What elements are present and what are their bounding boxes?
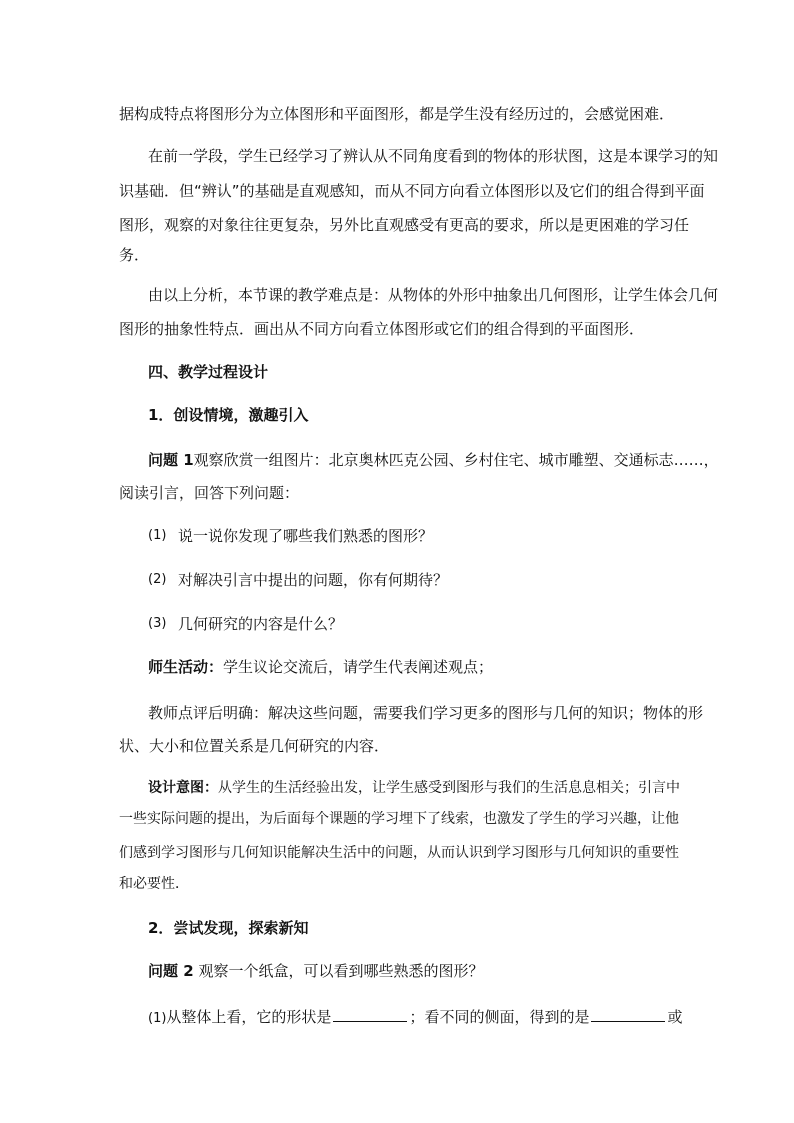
question1-line1 (148, 450, 719, 470)
para3-line1: 由以上分析，本节课的教学难点是：从物体的外形中抽象出几何图形，让学生体会几何 (148, 286, 719, 304)
para2-line3: 图形，观察的对象往往更复杂，另外比直观感受有更高的要求，所以是更困难的学习任 (119, 216, 690, 234)
para3-line2: 图形的抽象性特点．画出从不同方向看立体图形或它们的组合得到的平面图形． (119, 320, 645, 338)
activity-label: 师生活动： (148, 658, 224, 676)
activity-text: 学生议论交流后，请学生代表阐述观点； (223, 658, 494, 676)
answer-blank-1[interactable] (333, 1007, 407, 1022)
question1-line2: 阅读引言，回答下列问题： (119, 484, 300, 502)
design-intent-line1 (148, 778, 680, 798)
item-last-text2: ；看不同的侧面，得到的是 (409, 1008, 590, 1026)
para1-line1: 据构成特点将图形分为立体图形和平面图形，都是学生没有经历过的，会感觉困难． (119, 105, 675, 123)
item1-text: 说一说你发现了哪些我们熟悉的图形？ (178, 527, 434, 545)
para2-line1: 在前一学段，学生已经学习了辨认从不同角度看到的物体的形状图，这是本课学习的知 (148, 147, 719, 165)
section4-heading: 四、教学过程设计 (148, 363, 269, 381)
question1-label: 问题 1 (148, 451, 194, 469)
design-intent-line4: 和必要性． (119, 876, 189, 892)
question2-text: 观察一个纸盒，可以看到哪些熟悉的图形？ (198, 962, 484, 980)
item1-num: (1) (148, 528, 167, 543)
para2-line4: 务． (119, 246, 150, 264)
design-intent-label: 设计意图： (148, 780, 218, 796)
activity-line (148, 657, 493, 677)
item-last-text1: 从整体上看，它的形状是 (166, 1008, 332, 1026)
item-last-num: (1) (148, 1011, 167, 1026)
question2-line (148, 961, 483, 981)
subsection2-heading: 2．尝试发现，探索新知 (148, 919, 309, 937)
design-intent-line2: 一些实际问题的提出，为后面每个课题的学习埋下了线索，也激发了学生的学习兴趣，让他 (119, 811, 679, 827)
design-intent-text1: 从学生的生活经验出发，让学生感受到图形与我们的生活息息相关；引言中 (218, 780, 680, 796)
question1-text1: 观察欣赏一组图片：北京奥林匹克公园、乡村住宅、城市雕塑、交通标志……， (193, 451, 719, 469)
design-intent-line3: 们感到学习图形与几何知识能解决生活中的问题，从而认识到学习图形与几何知识的重要性 (119, 845, 679, 861)
item-last-line (148, 1007, 682, 1029)
subsection1-heading: 1．创设情境，激趣引入 (148, 406, 309, 424)
item2-text: 对解决引言中提出的问题，你有何期待？ (178, 571, 449, 589)
item-last-text3: 或 (667, 1008, 683, 1026)
item3-text: 几何研究的内容是什么？ (178, 615, 344, 633)
para2-line2: 识基础．但“辨认”的基础是直观感知，而从不同方向看立体图形以及它们的组合得到平面 (119, 182, 705, 200)
teacher-note-line1: 教师点评后明确：解决这些问题，需要我们学习更多的图形与几何的知识；物体的形 (148, 704, 704, 722)
question2-label: 问题 2 (148, 962, 194, 980)
item2-num: (2) (148, 572, 167, 587)
item3-num: (3) (148, 616, 167, 631)
answer-blank-2[interactable] (591, 1007, 665, 1022)
teacher-note-line2: 状、大小和位置关系是几何研究的内容． (119, 737, 390, 755)
